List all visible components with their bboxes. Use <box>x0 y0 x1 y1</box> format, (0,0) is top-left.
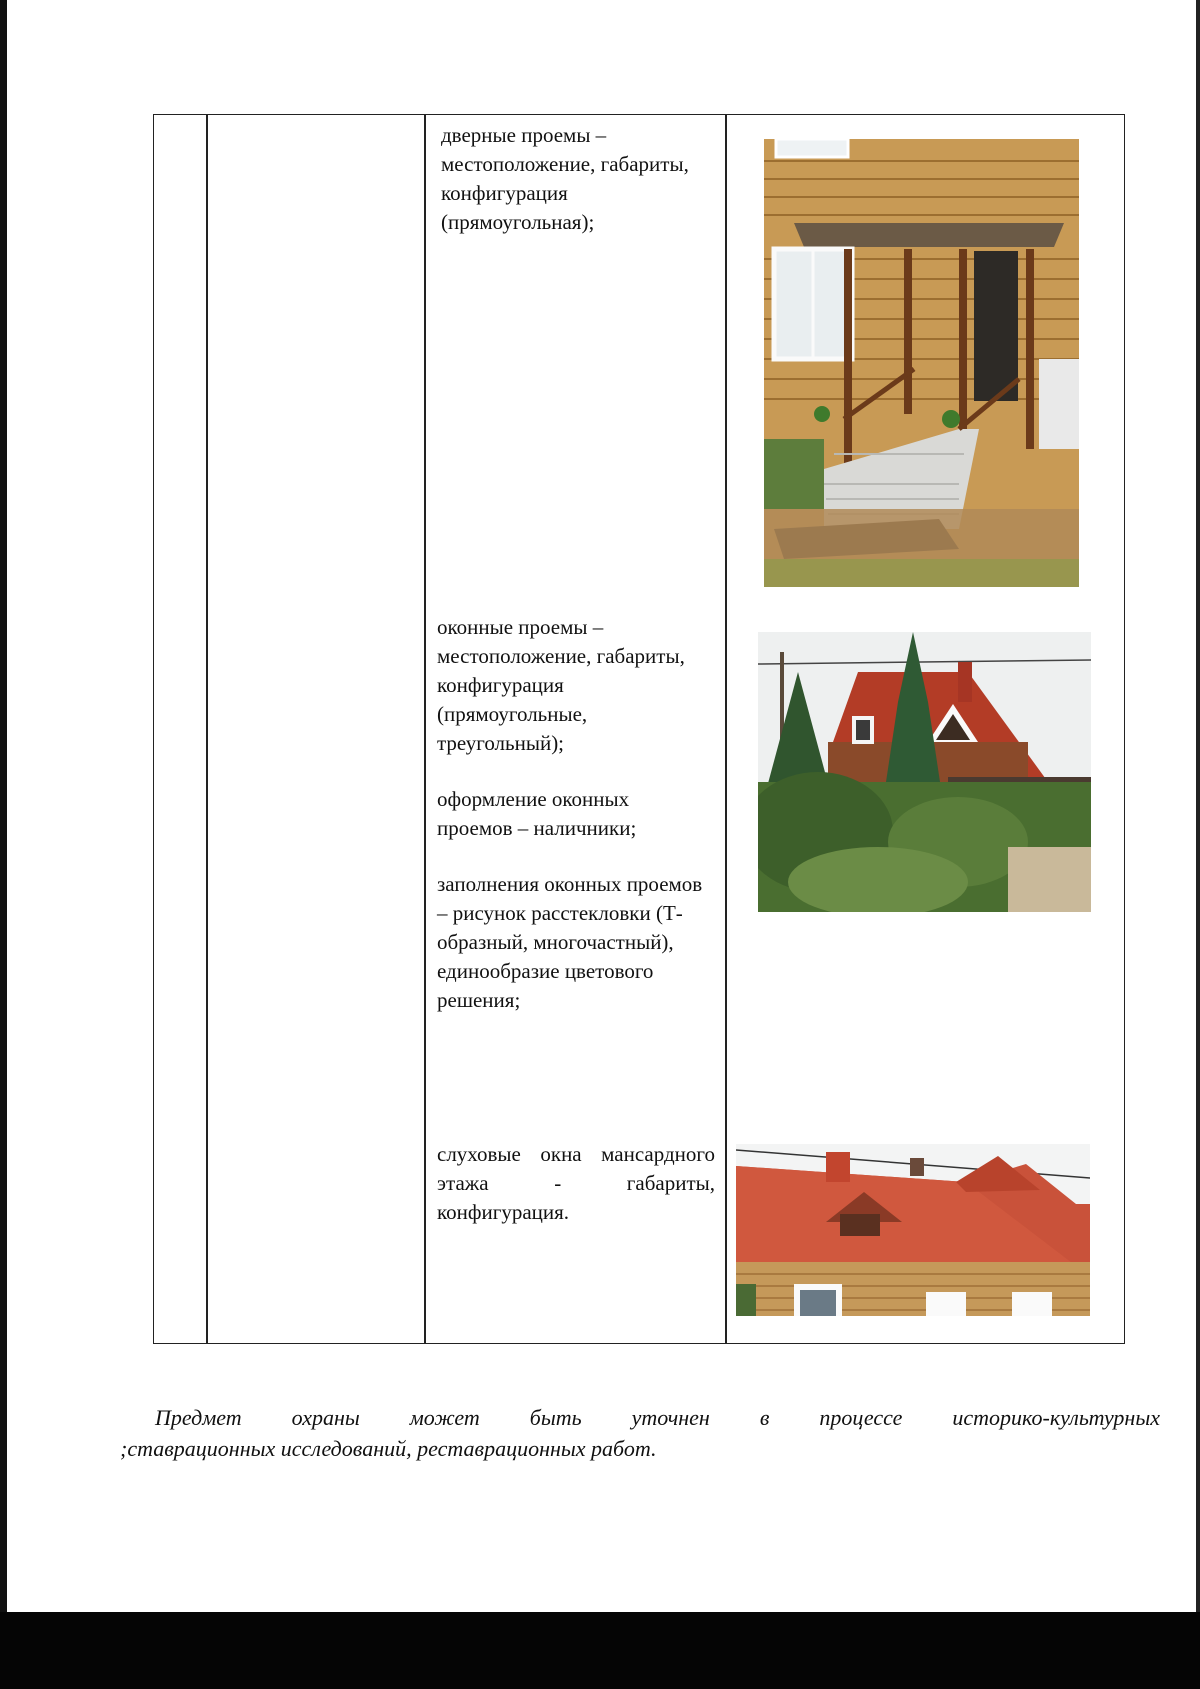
footnote <box>120 1402 1160 1464</box>
row1-description <box>441 121 711 237</box>
row2-description <box>437 613 707 1015</box>
column-divider-3 <box>725 115 727 1343</box>
column-divider-2 <box>424 115 426 1343</box>
protection-table <box>153 114 1125 1344</box>
photo-red-roof <box>736 1144 1090 1316</box>
scan-edge-bottom <box>0 1612 1200 1689</box>
footnote-line-2: ;ставрационных исследований, реставрационных работ. <box>120 1436 657 1461</box>
window-glazing-text: заполнения оконных проемов – рисунок расстекловки (Т-образный, многочастный), единообразие цветового решения; <box>437 872 703 1012</box>
row1-description-text: дверные проемы – местоположение, габариты, конфигурация (прямоугольная); <box>441 123 689 234</box>
photo-porch <box>764 139 1079 587</box>
scan-edge-right <box>1196 0 1200 1689</box>
row3-description <box>437 1140 715 1227</box>
dormer-windows-text: слуховые окна мансардного этажа - габариты, конфигурация. <box>437 1142 715 1224</box>
window-openings-text: оконные проемы – местоположение, габариты, конфигурация (прямоугольные, треугольный); <box>437 615 685 755</box>
footnote-line-1: Предмет охраны может быть уточнен в процессе историко-культурных <box>155 1405 1160 1430</box>
column-divider-1 <box>206 115 208 1343</box>
window-trim-text: оформление оконных проемов – наличники; <box>437 787 637 840</box>
photo-house-trees <box>758 632 1091 912</box>
scan-edge-left <box>0 0 7 1689</box>
